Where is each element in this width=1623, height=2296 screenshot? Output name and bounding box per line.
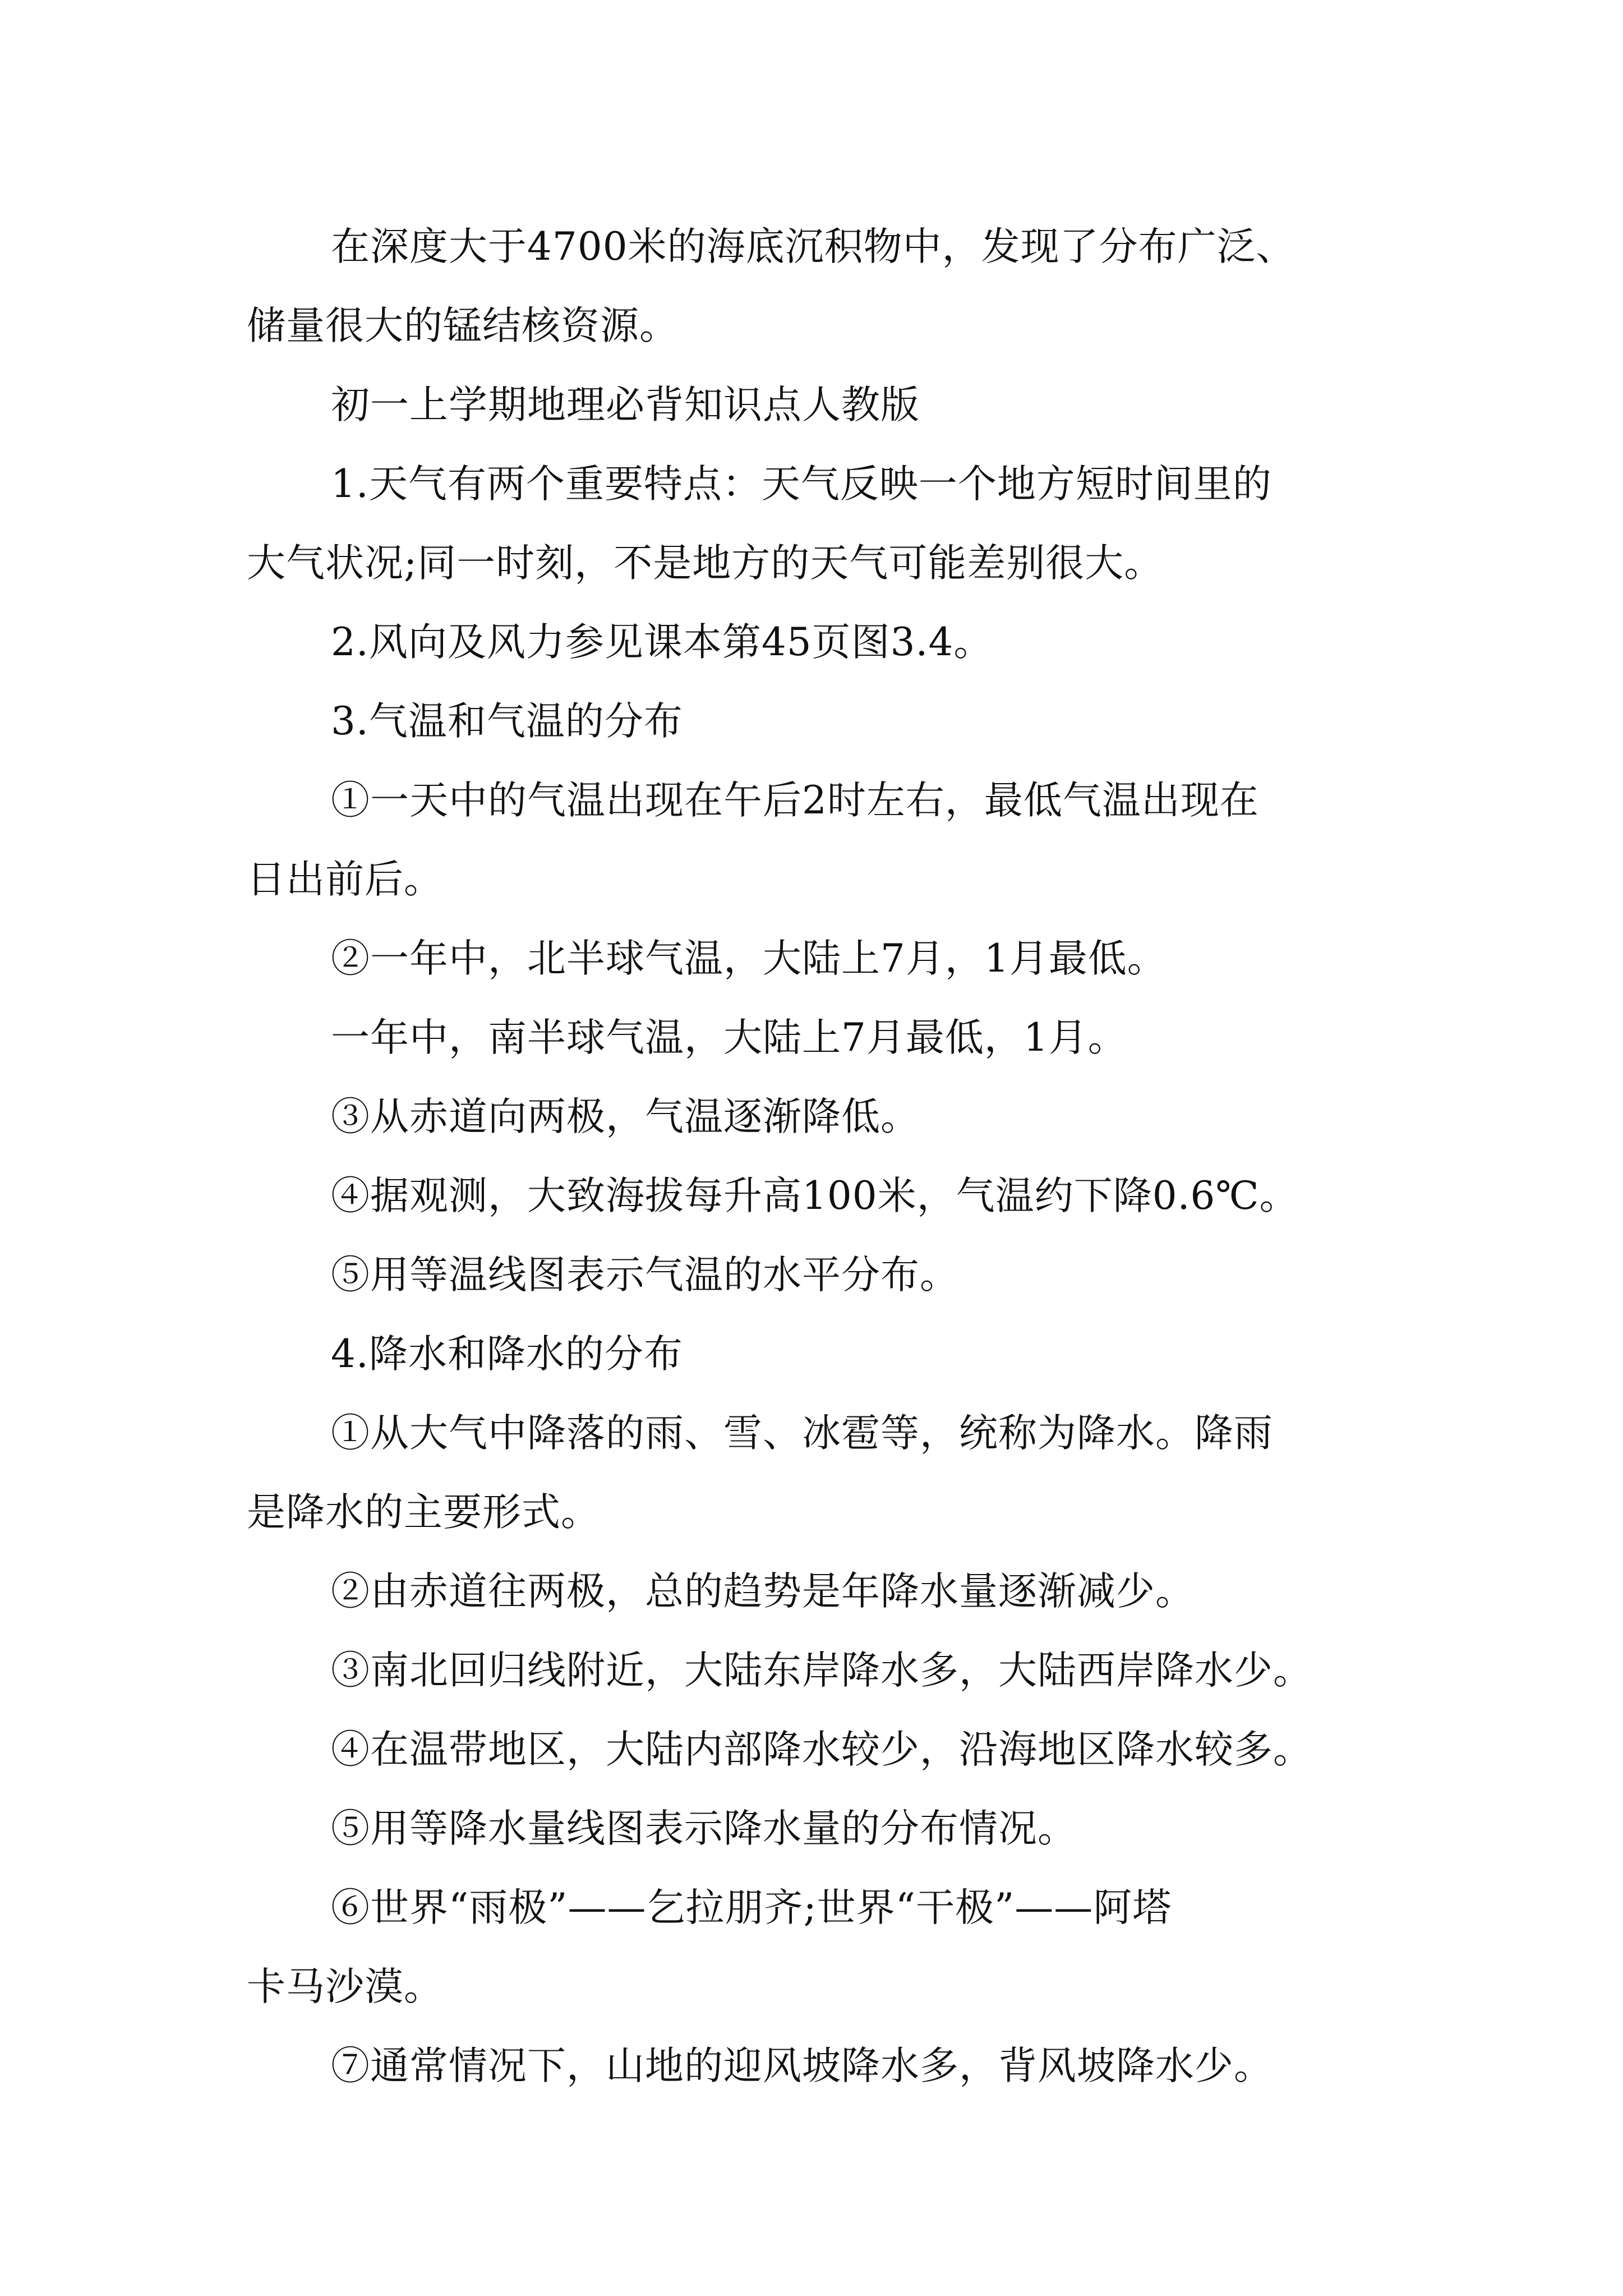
subheading-precipitation — [247, 1315, 1396, 1394]
text-line: ①一天中的气温出现在午后2时左右，最低气温出现在 — [331, 778, 1259, 823]
list-item — [247, 2027, 1396, 2106]
subheading-temperature — [247, 682, 1396, 761]
text-line: ①从大气中降落的雨、雪、冰雹等，统称为降水。降雨 — [331, 1411, 1273, 1456]
text-line: 一年中，南半球气温，大陆上7月最低，1月。 — [331, 1015, 1127, 1060]
text-line: ⑥世界“雨极”——乞拉朋齐;世界“干极”——阿塔 — [331, 1885, 1172, 1930]
text-line: 4.降水和降水的分布 — [331, 1332, 683, 1377]
text-line: 2.风向及风力参见课本第45页图3.4。 — [331, 620, 993, 665]
text-line: 日出前后。 — [247, 857, 443, 902]
list-item — [247, 761, 1396, 919]
text-line: ⑦通常情况下，山地的迎风坡降水多，背风坡降水少。 — [331, 2044, 1273, 2088]
text-line: ②由赤道往两极，总的趋势是年降水量逐渐减少。 — [331, 1569, 1195, 1614]
text-line: 1.天气有两个重要特点：天气反映一个地方短时间里的 — [331, 462, 1272, 507]
paragraph-weather-features — [247, 445, 1396, 603]
text-line: ③南北回归线附近，大陆东岸降水多，大陆西岸降水少。 — [331, 1648, 1312, 1693]
text-line: ⑤用等温线图表示气温的水平分布。 — [331, 1253, 959, 1297]
text-line: 是降水的主要形式。 — [247, 1490, 600, 1535]
text-line: ⑤用等降水量线图表示降水量的分布情况。 — [331, 1806, 1077, 1851]
text-line: 初一上学期地理必背知识点人教版 — [331, 383, 920, 427]
list-item — [247, 1869, 1396, 2027]
list-item — [247, 1552, 1396, 1631]
text-line: 3.气温和气温的分布 — [331, 699, 683, 744]
text-line: 在深度大于4700米的海底沉积物中，发现了分布广泛、 — [331, 224, 1295, 269]
list-item — [247, 1631, 1396, 1710]
document-body — [247, 208, 1396, 2106]
text-line: ②一年中，北半球气温，大陆上7月，1月最低。 — [331, 936, 1166, 981]
list-item — [247, 1078, 1396, 1157]
list-item — [247, 919, 1396, 999]
list-item — [247, 1236, 1396, 1315]
text-line: 储量很大的锰结核资源。 — [247, 303, 679, 348]
list-item — [247, 1394, 1396, 1552]
text-line: 大气状况;同一时刻，不是地方的天气可能差别很大。 — [247, 541, 1164, 586]
text-line: ④据观测，大致海拔每升高100米，气温约下降0.6℃。 — [331, 1174, 1299, 1218]
section-heading — [247, 366, 1396, 445]
paragraph-manganese-nodules — [247, 208, 1396, 366]
list-item — [247, 1157, 1396, 1236]
list-item — [247, 1710, 1396, 1789]
text-line: ④在温带地区，大陆内部降水较少，沿海地区降水较多。 — [331, 1727, 1312, 1772]
text-line: 卡马沙漠。 — [247, 1964, 443, 2009]
list-item — [247, 999, 1396, 1078]
text-line: ③从赤道向两极，气温逐渐降低。 — [331, 1094, 920, 1139]
list-item — [247, 1789, 1396, 1869]
paragraph-wind — [247, 603, 1396, 682]
